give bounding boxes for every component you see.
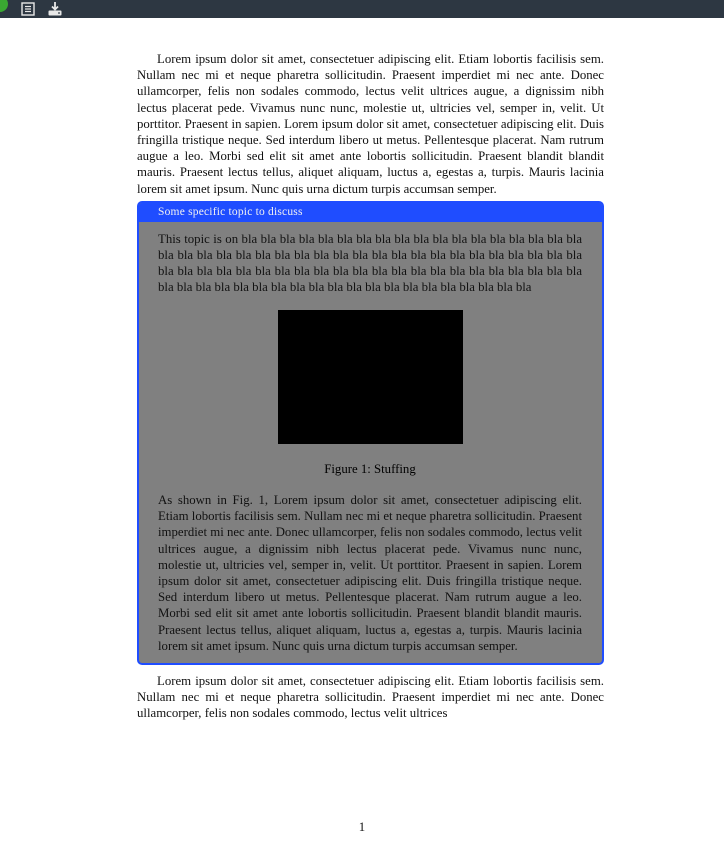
after-figure-paragraph: As shown in Fig. 1, Lorem ipsum dolor sit amet, consectetuer adipiscing elit. Etiam lobortis facilisis sem. Nullam nec mi et neque pharetra sollicitudin. Praesent imperdiet mi nec ante. Donec ullamcorper, felis non sodales commodo, lectus velit ultrices augue, a dignissim nibh lectus placerat pede. Vivamus nunc nunc, molestie ut, ultricies vel, semper in, velit. Ut porttitor. Praesent in sapien. Lorem ipsum dolor sit amet, consectetuer adipiscing elit. Duis fringilla tristique neque. Sed interdum libero ut metus. Pellentesque placerat. Nam rutrum augue a leo. Morbi sed elit sit amet ante lobortis sollicitudin. Praesent blandit blandit mauris. Praesent lectus tellus, aliquet aliquam, luctus a, egestas a, turpis. Mauris lacinia lorem sit amet ipsum. Nunc quis urna dictum turpis accumsan semper. (158, 493, 582, 653)
download-icon[interactable] (47, 1, 63, 17)
figure-caption: Figure 1: Stuffing (324, 461, 416, 476)
topic-paragraph: This topic is on bla bla bla bla bla bla bla bla bla bla bla bla bla bla bla bla bla bla bla bla bla bla bla bla bla bla bla bla bla bla bla bla bla bla bla bla bla bla bla bla bla bla bla bla bla bla bla bla bla bla bla bla bla bla bla bla bla bla bla bla bla bla bla bla bla bla bla bla bla bla bla bla bla bla bla bla bla bla bla bla bla bla (158, 231, 582, 295)
figure (158, 310, 582, 477)
document-icon[interactable] (20, 1, 36, 17)
topic-box-title: Some specific topic to discuss (139, 203, 602, 222)
closing-paragraph: Lorem ipsum dolor sit amet, consectetuer adipiscing elit. Etiam lobortis facilisis sem. Nullam nec mi et neque pharetra sollicitudin. Praesent imperdiet mi nec ante. Donec ullamcorper, felis non sodales commodo, lectus velit ultrices (137, 674, 604, 721)
topic-box-body (139, 222, 602, 663)
intro-paragraph: Lorem ipsum dolor sit amet, consectetuer adipiscing elit. Etiam lobortis facilisis sem. Nullam nec mi et neque pharetra sollicitudin. Praesent imperdiet mi nec ante. Donec ullamcorper, felis non sodales commodo, lectus velit ultrices augue, a dignissim nibh lectus placerat pede. Vivamus nunc nunc, molestie ut, ultricies vel, semper in, velit. Ut porttitor. Praesent in sapien. Lorem ipsum dolor sit amet, consectetuer adipiscing elit. Duis fringilla tristique neque. Sed interdum libero ut metus. Pellentesque placerat. Nam rutrum augue a leo. Morbi sed elit sit amet ante lobortis sollicitudin. Praesent blandit blandit mauris. Praesent lectus tellus, aliquet aliquam, luctus a, egestas a, turpis. Mauris lacinia lorem sit amet ipsum. Nunc quis urna dictum turpis accumsan semper. (137, 52, 604, 196)
page-number: 1 (358, 820, 366, 834)
status-indicator (0, 0, 8, 12)
figure-image (278, 310, 463, 444)
topic-box (137, 201, 604, 665)
document-page (137, 51, 604, 722)
viewer-toolbar (0, 0, 724, 18)
